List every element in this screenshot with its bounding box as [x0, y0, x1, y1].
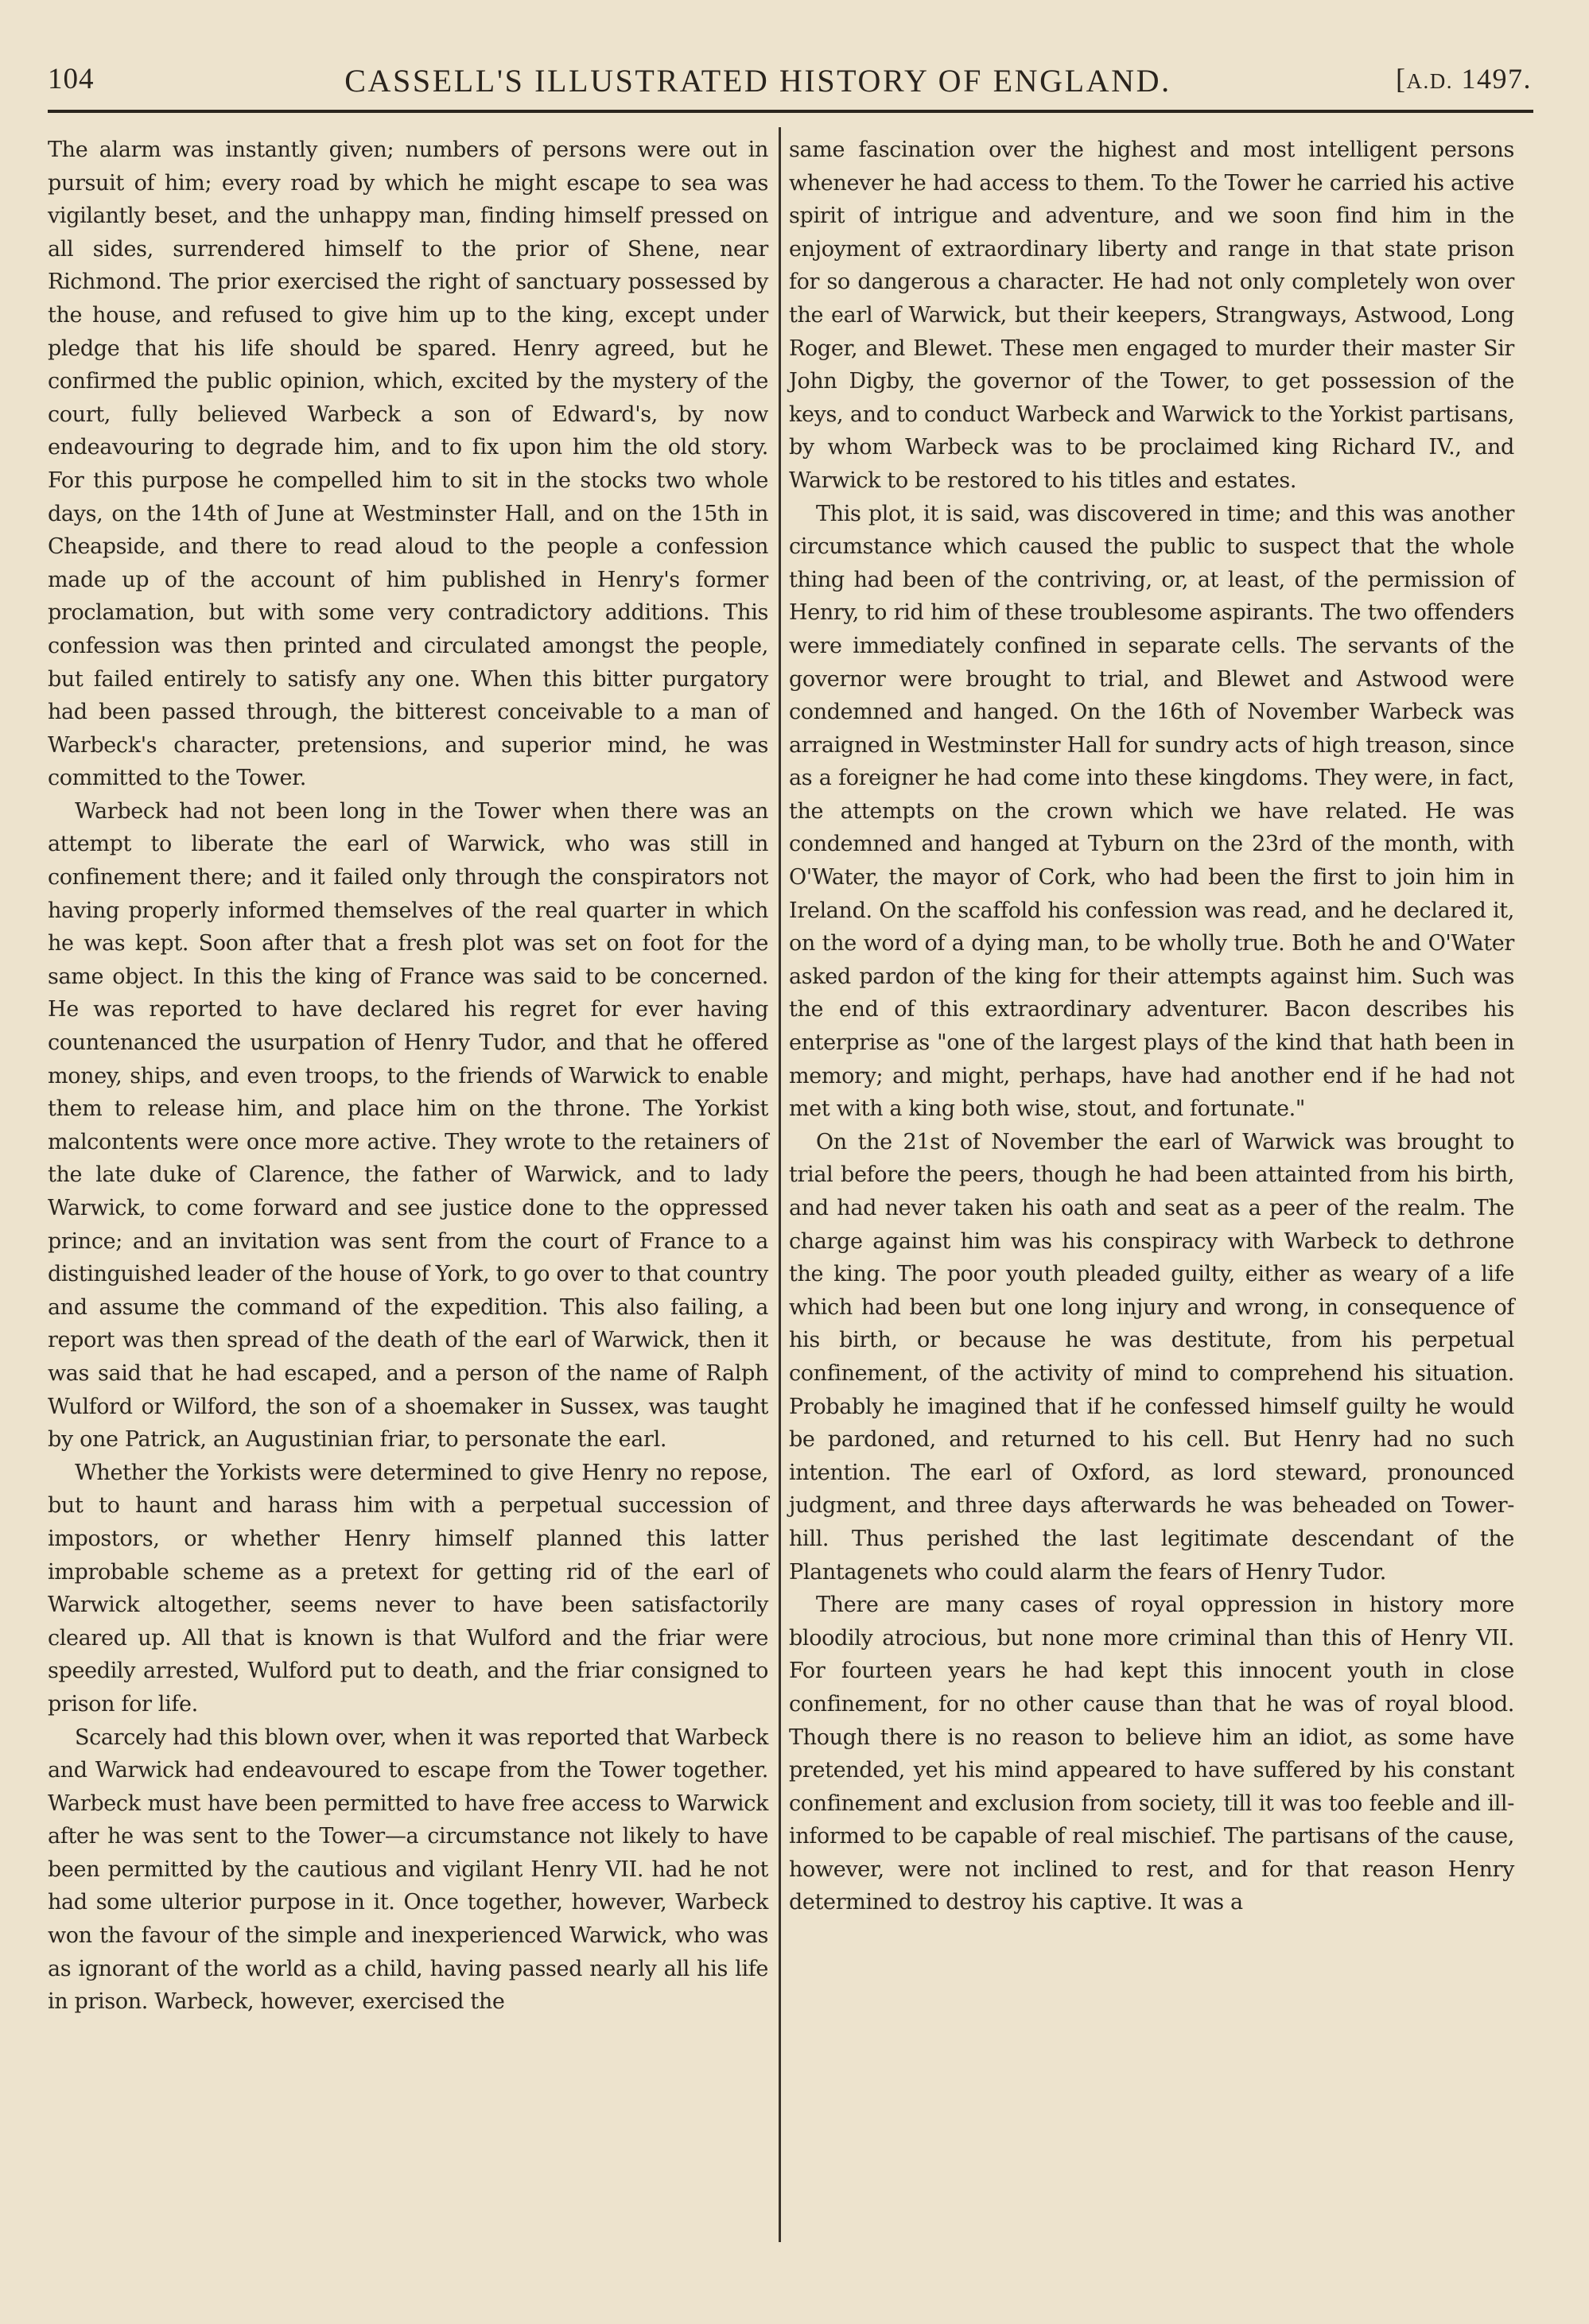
right-column — [789, 134, 1514, 1919]
left-column — [48, 134, 768, 2019]
paragraph: On the 21st of November the earl of Warwick was brought to trial before the peers, though he had been attainted from his birth, and had never taken his oath and seat as a peer of the realm. The charge against him was his conspiracy with Warbeck to dethrone the king. The poor youth pleaded guilty, either as weary of a life which had been but one long injury and wrong, in consequence of his birth, or because he was destitute, from his perpetual confinement, of the activity of mind to comprehend his situation. Probably he imagined that if he confessed himself guilty he would be pardoned, and returned to his cell. But Henry had no such intention. The earl of Oxford, as lord steward, pronounced judgment, and three days afterwards he was beheaded on Tower-hill. Thus perished the last legitimate descendant of the Plantagenets who could alarm the fears of Henry Tudor. — [789, 1129, 1514, 1585]
header-rule — [48, 110, 1533, 113]
paragraph: This plot, it is said, was discovered in time; and this was another circumstance which caused the public to suspect that the whole thing had been of the contriving, or, at least, of the permission of Henry, to rid him of these troublesome aspirants. The two offenders were immediately confined in separate cells. The servants of the governor were brought to trial, and Blewet and Astwood were condemned and hanged. On the 16th of November Warbeck was arraigned in Westminster Hall for sundry acts of high treason, since as a foreigner he had come into these kingdoms. They were, in fact, the attempts on the crown which we have related. He was condemned and hanged at Tyburn on the 23rd of the month, with O'Water, the mayor of Cork, who had been the first to join him in Ireland. On the scaffold his confession was read, and he declared it, on the word of a dying man, to be wholly true. Both he and O'Water asked pardon of the king for their attempts against him. Such was the end of this extraordinary adventurer. Bacon describes his enterprise as "one of the largest plays of the kind that hath been in memory; and might, perhaps, have had another end if he had not met with a king both wise, stout, and fortunate." — [789, 501, 1514, 1122]
paragraph: same fascination over the highest and most intelligent persons whenever he had access to them. To the Tower he carried his active spirit of intrigue and adventure, and we soon find him in the enjoyment of extraordinary liberty and range in that state prison for so dangerous a character. He had not only completely won over the earl of Warwick, but their keepers, Strangways, Astwood, Long Roger, and Blewet. These men engaged to murder their master Sir John Digby, the governor of the Tower, to get possession of the keys, and to conduct Warbeck and Warwick to the Yorkist partisans, by whom Warbeck was to be proclaimed king Richard IV., and Warwick to be restored to his titles and estates. — [789, 138, 1514, 493]
page-number: 104 — [48, 63, 95, 95]
running-header — [48, 62, 1532, 102]
date-year: 1497. — [1461, 63, 1532, 95]
column-divider — [779, 127, 781, 2242]
paragraph: Scarcely had this blown over, when it was reported that Warbeck and Warwick had endeavoured to escape from the Tower together. Warbeck must have been permitted to have free access to Warwick after he was sent to the Tower—a circumstance not likely to have been permitted by the cautious and vigilant Henry VII. had he not had some ulterior purpose in it. Once together, however, Warbeck won the favour of the simple and inexperienced Warwick, who was as ignorant of the world as a child, having passed nearly all his life in prison. Warbeck, however, exercised the — [48, 1725, 768, 2015]
paragraph: Whether the Yorkists were determined to give Henry no repose, but to haunt and harass him with a perpetual succession of impostors, or whether Henry himself planned this latter improbable scheme as a pretext for getting rid of the earl of Warwick altogether, seems never to have been satisfactorily cleared up. All that is known is that Wulford and the friar were speedily arrested, Wulford put to death, and the friar consigned to prison for life. — [48, 1460, 768, 1717]
date-bracket: [ — [1396, 63, 1407, 95]
book-title: CASSELL'S ILLUSTRATED HISTORY OF ENGLAND. — [344, 63, 1171, 99]
paragraph: Warbeck had not been long in the Tower when there was an attempt to liberate the earl of Warwick, who was still in confinement there; and it failed only through the conspirators not having properly informed themselves of the real quarter in which he was kept. Soon after that a fresh plot was set on foot for the same object. In this the king of France was said to be concerned. He was reported to have declared his regret for ever having countenanced the usurpation of Henry Tudor, and that he offered money, ships, and even troops, to the friends of Warwick to enable them to release him, and place him on the throne. The Yorkist malcontents were once more active. They wrote to the retainers of the late duke of Clarence, the father of Warwick, and to lady Warwick, to come forward and see justice done to the oppressed prince; and an invitation was sent from the court of France to a distinguished leader of the house of York, to go over to that country and assume the command of the expedition. This also failing, a report was then spread of the death of the earl of Warwick, then it was said that he had escaped, and a person of the name of Ralph Wulford or Wilford, the son of a shoemaker in Sussex, was taught by one Patrick, an Augustinian friar, to personate the earl. — [48, 798, 768, 1453]
date-era: A.D. — [1406, 69, 1453, 93]
paragraph: The alarm was instantly given; numbers of persons were out in pursuit of him; every road by which he might escape to sea was vigilantly beset, and the unhappy man, finding himself pressed on all sides, surrendered himself to the prior of Shene, near Richmond. The prior exercised the right of sanctuary possessed by the house, and refused to give him up to the king, except under pledge that his life should be spared. Henry agreed, but he confirmed the public opinion, which, excited by the mystery of the court, fully believed Warbeck a son of Edward's, by now endeavouring to degrade him, and to fix upon him the old story. For this purpose he compelled him to sit in the stocks two whole days, on the 14th of June at Westminster Hall, and on the 15th in Cheapside, and there to read aloud to the people a confession made up of the account of him published in Henry's former proclamation, but with some very contradictory additions. This confession was then printed and circulated amongst the people, but failed entirely to satisfy any one. When this bitter purgatory had been passed through, the bitterest conceivable to a man of Warbeck's character, pretensions, and superior mind, he was committed to the Tower. — [48, 138, 768, 791]
date-label — [1396, 62, 1532, 95]
paragraph: There are many cases of royal oppression in history more bloodily atrocious, but none more criminal than this of Henry VII. For fourteen years he had kept this innocent youth in close confinement, for no other cause than that he was of royal blood. Though there is no reason to believe him an idiot, as some have pretended, yet his mind appeared to have suffered by his constant confinement and exclusion from society, till it was too feeble and ill-informed to be capable of real mischief. The partisans of the cause, however, were not inclined to rest, and for that reason Henry determined to destroy his captive. It was a — [789, 1593, 1514, 1915]
